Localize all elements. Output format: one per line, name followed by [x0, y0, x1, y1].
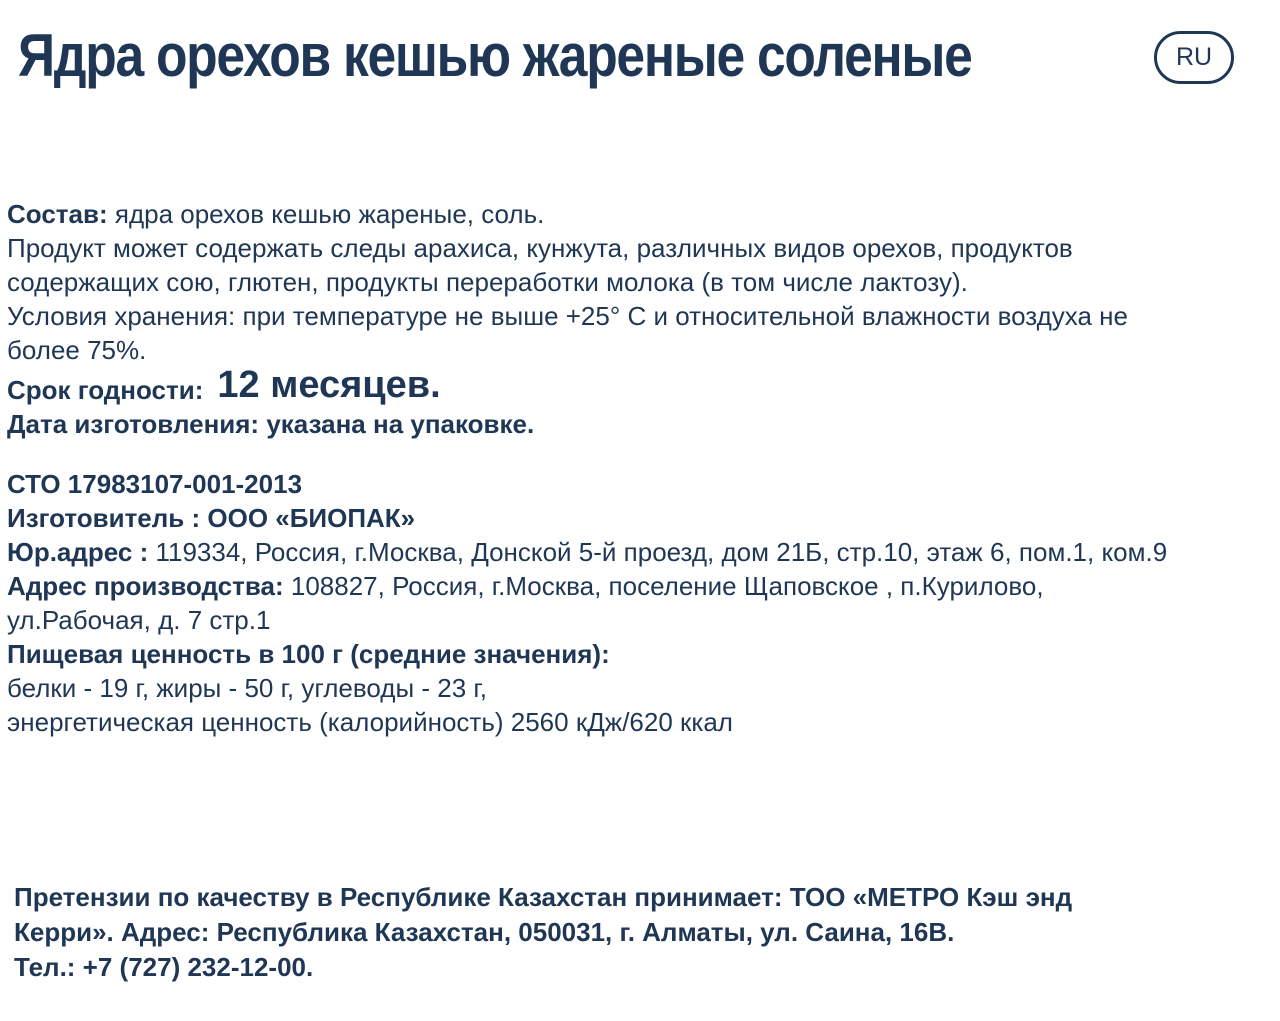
legal-address-line	[7, 535, 1267, 569]
claims-footer	[14, 880, 1264, 985]
manufacture-date: Дата изготовления: указана на упаковке.	[7, 409, 535, 439]
storage-line-2: более 75%.	[7, 335, 147, 365]
composition-block	[7, 197, 1267, 441]
production-address-line-2: ул.Рабочая, д. 7 стр.1	[7, 605, 271, 635]
composition-value: ядра орехов кешью жареные, соль.	[114, 199, 545, 229]
shelf-life-line	[7, 364, 1267, 407]
legal-address-label: Юр.адрес :	[7, 537, 149, 567]
production-address-value: 108827, Россия, г.Москва, поселение Щаповское , п.Курилово,	[283, 571, 1044, 601]
shelf-life-label: Срок годности:	[7, 375, 204, 405]
nutrition-heading: Пищевая ценность в 100 г (средние значения):	[7, 639, 610, 669]
nutrition-energy: энергетическая ценность (калорийность) 2560 кДж/620 ккал	[7, 707, 733, 737]
product-title: Ядра орехов кешью жареные соленые	[18, 22, 972, 89]
shelf-life-value: 12 месяцев.	[217, 364, 441, 406]
standard-code: СТО 17983107-001-2013	[7, 469, 303, 499]
footer-line-2: Керри». Адрес: Республика Казахстан, 050031, г. Алматы, ул. Саина, 16В.	[14, 917, 955, 947]
composition-line	[7, 197, 1267, 231]
footer-phone: Тел.: +7 (727) 232-12-00.	[14, 952, 314, 982]
nutrition-macros: белки - 19 г, жиры - 50 г, углеводы - 23 г,	[7, 673, 487, 703]
language-badge: RU	[1154, 31, 1234, 84]
manufacturer-block	[7, 467, 1267, 739]
production-address-line	[7, 569, 1267, 603]
composition-label: Состав:	[7, 199, 108, 229]
manufacturer-name: Изготовитель : ООО «БИОПАК»	[7, 503, 416, 533]
allergens-line-1: Продукт может содержать следы арахиса, кунжута, различных видов орехов, продуктов	[7, 233, 1073, 263]
allergens-line-2: содержащих сою, глютен, продукты переработки молока (в том числе лактозу).	[7, 267, 968, 297]
storage-line-1: Условия хранения: при температуре не выше +25° С и относительной влажности воздуха не	[7, 301, 1128, 331]
production-address-label: Адрес производства:	[7, 571, 284, 601]
footer-line-1: Претензии по качеству в Республике Казахстан принимает: ТОО «МЕТРО Кэш энд	[14, 882, 1073, 912]
legal-address-value: 119334, Россия, г.Москва, Донской 5-й проезд, дом 21Б, стр.10, этаж 6, пом.1, ком.9	[148, 537, 1168, 567]
